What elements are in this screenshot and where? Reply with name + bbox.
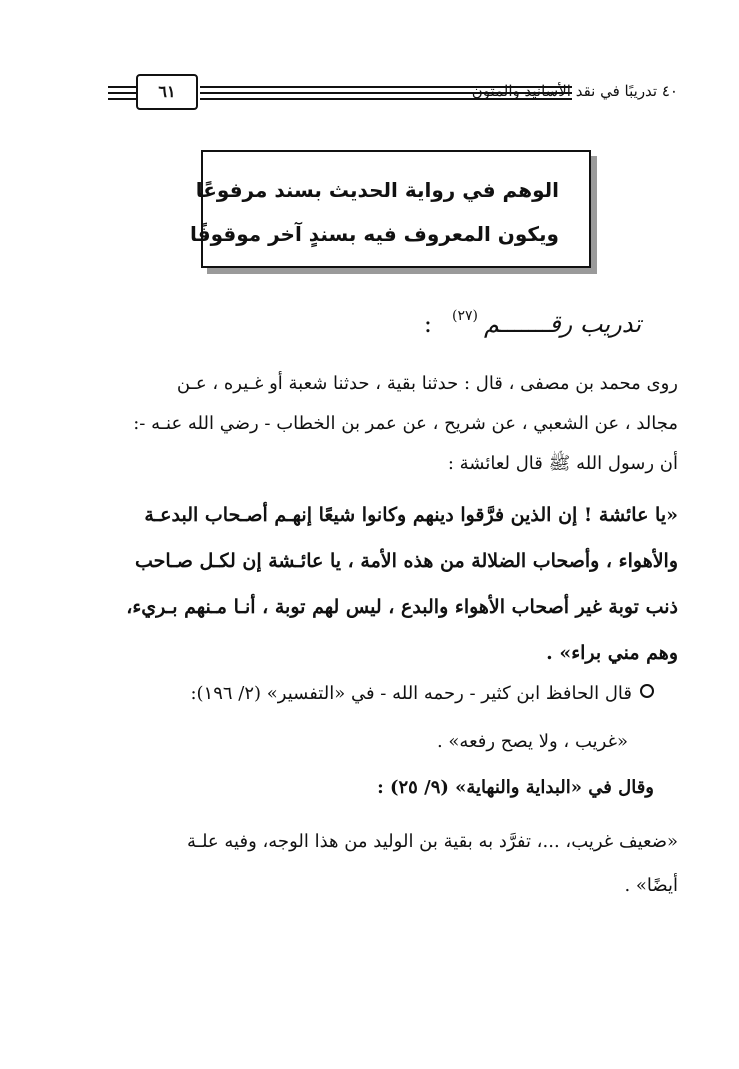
hadith-line-2: والأهواء ، وأصحاب الضلالة من هذه الأمة ، يا عائـشة إن لكـل صـاحب — [135, 550, 678, 572]
isnad-line-2: مجالد ، عن الشعبي ، عن شريح ، عن عمر بن الخطاب - رضي الله عنـه -: — [133, 413, 678, 434]
ibn-kathir-citation: قال الحافظ ابن كثير - رحمه الله - في «التفسير» (٢/ ١٩٦): — [108, 674, 654, 714]
page-header — [108, 70, 678, 118]
hadith-line-1: «يا عائشة ! إن الذين فرَّقوا دينهم وكانوا شيعًا إنهـم أصـحاب البدعـة — [144, 504, 678, 526]
quote-1: «غريب ، ولا يصح رفعه» . — [436, 731, 628, 752]
page-number: ٦١ — [136, 74, 198, 110]
topic-box — [189, 150, 591, 268]
exercise-heading — [424, 308, 641, 338]
isnad-paragraph — [108, 364, 678, 484]
exercise-number: (٢٧) — [452, 308, 478, 324]
circle-bullet-icon — [640, 684, 654, 698]
header-rule-left — [108, 86, 136, 102]
isnad-line-3: أن رسول الله ﷺ قال لعائشة : — [447, 453, 678, 474]
quote-2-line-1: «ضعيف غريب، ...، تفرَّد به بقية بن الوليد من هذا الوجه، وفيه علـة — [187, 831, 678, 852]
topic-line-1: الوهم في رواية الحديث بسند مرفوعًا — [195, 178, 559, 202]
book-title: ٤٠ تدريبًا في نقد الأسانيد والمتون — [471, 82, 678, 100]
hadith-line-3: ذنب توبة غير أصحاب الأهواء والبدع ، ليس لهم توبة ، أنـا مـنهم بـريء، — [126, 596, 678, 618]
exercise-label: تدريب رقـــــــم — [484, 310, 641, 338]
hadith-line-4: وهم مني براء» . — [546, 642, 678, 664]
isnad-line-1: روى محمد بن مصفى ، قال : حدثنا بقية ، حدثنا شعبة أو غـيره ، عـن — [176, 373, 678, 394]
quote-2 — [108, 820, 678, 908]
bidaya-citation: وقال في «البداية والنهاية» (٩/ ٢٥) : — [377, 777, 654, 798]
hadith-text — [108, 492, 678, 676]
quote-2-line-2: أيضًا» . — [624, 875, 678, 896]
exercise-colon: : — [423, 310, 433, 338]
topic-line-2: ويكون المعروف فيه بسندٍ آخر موقوفًا — [189, 222, 559, 246]
